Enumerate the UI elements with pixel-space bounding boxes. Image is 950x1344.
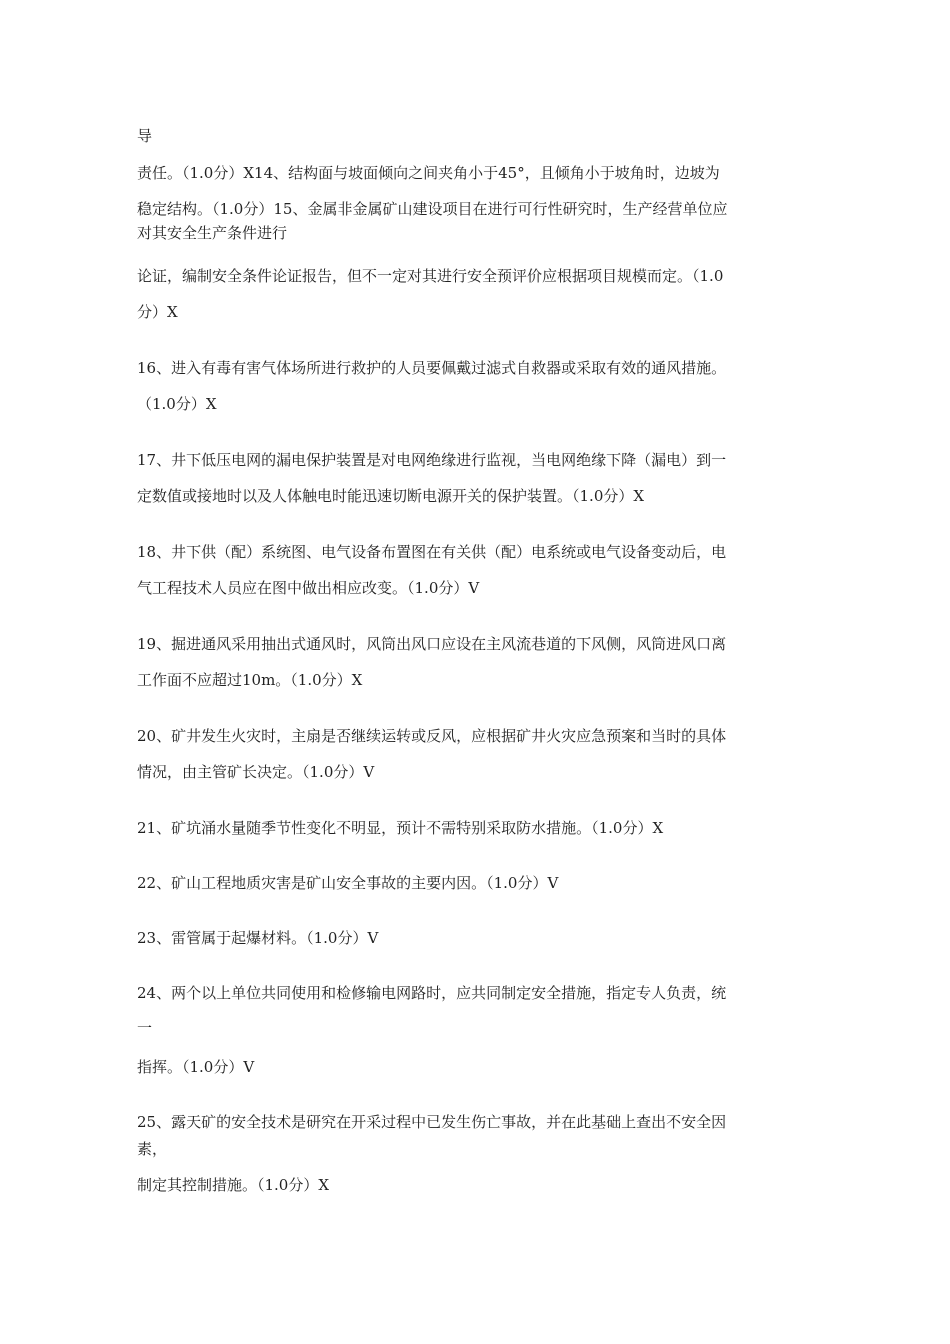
text-line: 24、两个以上单位共同使用和检修输电网路时，应共同制定安全措施，指定专人负责，统 bbox=[137, 984, 727, 1002]
text-line: 对其安全生产条件进行 bbox=[137, 224, 288, 242]
text-line: 稳定结构。（1.0分）15、金属非金属矿山建设项目在进行可行性研究时，生产经营单位应 bbox=[137, 200, 728, 218]
text-line: 导 bbox=[137, 127, 153, 145]
text-line: 分）X bbox=[137, 303, 178, 321]
text-line: 21、矿坑涌水量随季节性变化不明显，预计不需特别采取防水措施。（1.0分）X bbox=[137, 819, 664, 837]
text-line: 情况，由主管矿长决定。（1.0分）V bbox=[137, 763, 375, 781]
text-line: 20、矿井发生火灾时，主扇是否继续运转或反风，应根据矿井火灾应急预案和当时的具体 bbox=[137, 727, 727, 745]
text-line: 18、井下供（配）系统图、电气设备布置图在有关供（配）电系统或电气设备变动后，电 bbox=[137, 543, 727, 561]
text-line: 16、进入有毒有害气体场所进行救护的人员要佩戴过滤式自救器或采取有效的通风措施。 bbox=[137, 359, 727, 377]
text-line: 25、露天矿的安全技术是研究在开采过程中已发生伤亡事故，并在此基础上查出不安全因 bbox=[137, 1113, 727, 1131]
document-body bbox=[137, 118, 817, 1204]
text-line: 一 bbox=[137, 1019, 153, 1037]
text-line: 素， bbox=[137, 1140, 168, 1158]
text-line: 制定其控制措施。（1.0分）X bbox=[137, 1176, 330, 1194]
text-line: 气工程技术人员应在图中做出相应改变。（1.0分）V bbox=[137, 579, 480, 597]
text-line: （1.0分）X bbox=[137, 395, 217, 413]
text-line: 19、掘进通风采用抽出式通风时，风筒出风口应设在主风流巷道的下风侧，风筒进风口离 bbox=[137, 635, 727, 653]
text-line: 指挥。（1.0分）V bbox=[137, 1058, 255, 1076]
text-line: 论证，编制安全条件论证报告，但不一定对其进行安全预评价应根据项目规模而定。（1.0 bbox=[137, 267, 724, 285]
text-line: 22、矿山工程地质灾害是矿山安全事故的主要内因。（1.0分）V bbox=[137, 874, 559, 892]
text-line: 工作面不应超过10m。（1.0分）X bbox=[137, 671, 363, 689]
text-line: 定数值或接地时以及人体触电时能迅速切断电源开关的保护装置。（1.0分）X bbox=[137, 487, 645, 505]
text-line: 责任。（1.0分）X14、结构面与坡面倾向之间夹角小于45°，且倾角小于坡角时，边坡为 bbox=[137, 164, 720, 182]
text-line: 23、雷管属于起爆材料。（1.0分）V bbox=[137, 929, 379, 947]
text-line: 17、井下低压电网的漏电保护装置是对电网绝缘进行监视，当电网绝缘下降（漏电）到一 bbox=[137, 451, 727, 469]
